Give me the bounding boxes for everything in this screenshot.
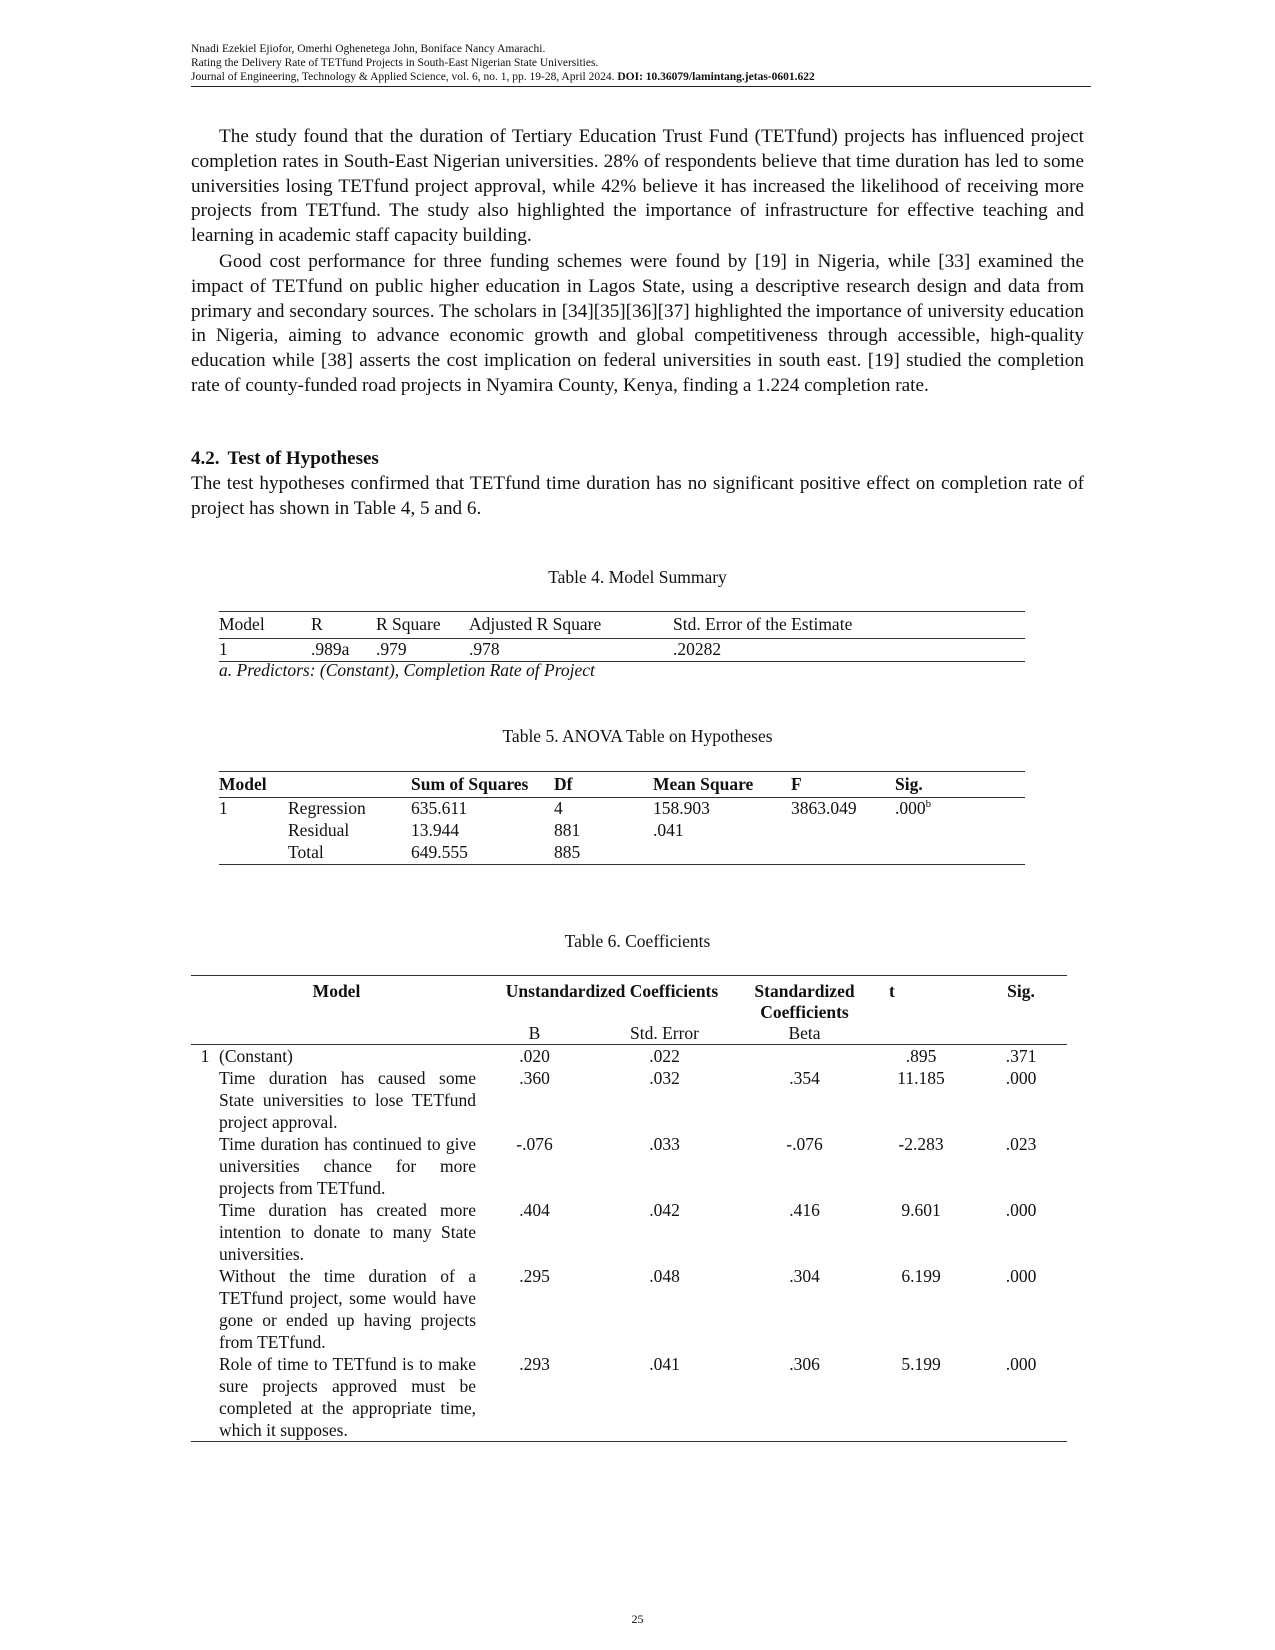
table-cell: 881 (554, 820, 581, 840)
header-cell: Model (219, 612, 311, 639)
table4-model-summary (219, 611, 1025, 662)
table-header-row (219, 772, 1025, 798)
table-cell: .895 (905, 1046, 937, 1066)
table-cell: .000 (1005, 1266, 1037, 1286)
table-cell: 158.903 (653, 798, 710, 818)
table-cell (791, 842, 895, 865)
header-cell (219, 1023, 482, 1045)
header-cell (191, 1023, 219, 1045)
table-cell: .000 (1005, 1068, 1037, 1088)
header-cell: Sig. (975, 976, 1067, 1024)
table-cell (191, 1353, 219, 1442)
header-cell: Unstandardized Coefficients (482, 976, 742, 1024)
paragraph-2-text: Good cost performance for three funding schemes were found by [19] in Nigeria, while [33] examined the impact of TETfund on public higher education in Lagos State, using a descriptive research design and data from primary and secondary sources. The scholars in [34][35][36][37] highlighted the importance of university education in Nigeria, aiming to advance economic growth and global competitiveness through accessible, high-quality education while [38] asserts the cost implication on federal universities in south east. [19] studied the completion rate of county-funded road projects in Nyamira County, Kenya, finding a 1.224 completion rate. (191, 251, 1084, 396)
header-cell: t (867, 976, 975, 1024)
table-row (219, 820, 1025, 842)
table-cell (191, 1199, 219, 1265)
header-cell: Adjusted R Square (469, 612, 673, 639)
header-cell: Std. Error (587, 1023, 742, 1045)
table-cell: .304 (789, 1266, 820, 1286)
table-row (191, 1045, 1067, 1068)
table-cell: 1 (200, 1046, 210, 1066)
header-cell: F (791, 772, 895, 798)
header-cell: R Square (376, 612, 469, 639)
table-cell: Residual (288, 820, 350, 840)
superscript: b (925, 798, 932, 811)
header-cell: Model (219, 772, 288, 798)
table-cell: Time duration has created more intention to donate to many State universities. (219, 1200, 476, 1264)
table-cell: .293 (482, 1353, 587, 1442)
table-row (191, 1199, 1067, 1265)
table-cell (219, 842, 288, 865)
section-title: Test of Hypotheses (227, 448, 379, 469)
table-cell (191, 1133, 219, 1199)
table-cell: .022 (649, 1046, 680, 1066)
sig-value: .000 (895, 798, 926, 818)
table-cell: .979 (376, 639, 469, 662)
header-cell: Mean Square (653, 772, 791, 798)
header-cell: Standardized Coefficients (742, 976, 867, 1024)
header-authors: Nnadi Ezekiel Ejiofor, Omerhi Oghenetega John, Boniface Nancy Amarachi. (191, 43, 546, 55)
table-cell: -.076 (786, 1134, 823, 1154)
header-cell: Sig. (895, 772, 1025, 798)
table6-coefficients (191, 975, 1067, 1442)
table-subheader-row (191, 1023, 1067, 1045)
paragraph-3-text: The test hypotheses confirmed that TETfund time duration has no significant positive effect on completion rate of project has shown in Table 4, 5 and 6. (191, 473, 1084, 519)
table4-caption: Table 4. Model Summary (548, 567, 727, 587)
table-cell: .042 (649, 1200, 680, 1220)
section-number: 4.2. (191, 448, 220, 469)
table-cell (191, 1265, 219, 1353)
table-row (219, 842, 1025, 865)
table-cell: 13.944 (411, 820, 460, 840)
table-cell: .360 (519, 1068, 550, 1088)
table-cell: .032 (649, 1068, 680, 1088)
header-cell: Df (554, 772, 653, 798)
header-cell (975, 1023, 1067, 1045)
table-cell (742, 1045, 867, 1068)
table-cell: Regression (288, 798, 366, 818)
table-cell: 885 (554, 842, 653, 865)
table-cell: 1 (219, 639, 311, 662)
table-row (191, 1133, 1067, 1199)
header-doi[interactable]: DOI: 10.36079/lamintang.jetas-0601.622 (617, 71, 815, 83)
paragraph-1-text: The study found that the duration of Tertiary Education Trust Fund (TETfund) projects has influenced project completion rates in South-East Nigerian universities. 28% of respondents believe that time duration has led to some universities losing TETfund project approval, while 42% believe it has increased the likelihood of receiving more projects from TETfund. The study also highlighted the importance of infrastructure for effective teaching and learning in academic staff capacity building. (191, 126, 1084, 247)
table-cell: -2.283 (898, 1134, 944, 1154)
table-cell: .048 (649, 1266, 680, 1286)
table-cell: 11.185 (897, 1068, 945, 1088)
header-journal-citation: Journal of Engineering, Technology & Applied Science, vol. 6, no. 1, pp. 19-28, April 2024. (191, 71, 615, 83)
table-cell: .041 (587, 1353, 742, 1442)
table-cell: .404 (519, 1200, 550, 1220)
paragraph-2 (191, 250, 1084, 399)
table-cell: 5.199 (867, 1353, 975, 1442)
header-cell: B (482, 1023, 587, 1045)
table6-caption: Table 6. Coefficients (564, 931, 711, 951)
table4-note: a. Predictors: (Constant), Completion Rate of Project (219, 660, 595, 680)
table-cell: .020 (519, 1046, 550, 1066)
table-cell: .989a (311, 639, 376, 662)
table-cell (191, 1067, 219, 1133)
table-cell (791, 820, 895, 842)
running-header (191, 42, 1091, 87)
table-cell: .416 (789, 1200, 820, 1220)
paragraph-3 (191, 472, 1084, 522)
table-cell: .354 (789, 1068, 820, 1088)
table-cell: .20282 (673, 639, 1025, 662)
table5-caption: Table 5. ANOVA Table on Hypotheses (502, 726, 773, 746)
header-title: Rating the Delivery Rate of TETfund Projects in South-East Nigerian State Universities. (191, 57, 599, 69)
table-cell: 6.199 (901, 1266, 941, 1286)
table-cell: .033 (649, 1134, 680, 1154)
table-cell: 635.611 (411, 798, 468, 818)
page-number: 25 (631, 1612, 644, 1626)
table-cell: .306 (742, 1353, 867, 1442)
table-cell: .295 (519, 1266, 550, 1286)
table-row (219, 639, 1025, 662)
table-cell (895, 820, 1025, 842)
table-row (191, 1353, 1067, 1442)
table-cell (895, 798, 1025, 821)
header-cell: Std. Error of the Estimate (673, 612, 1025, 639)
header-journal (191, 70, 1091, 84)
table-cell (219, 820, 288, 842)
table-cell: Without the time duration of a TETfund project, some would have gone or ended up having projects from TETfund. (219, 1266, 476, 1352)
table-cell: Time duration has continued to give universities chance for more projects from TETfund. (219, 1134, 476, 1198)
table-row (219, 798, 1025, 821)
table-cell: .978 (469, 639, 673, 662)
header-cell: Sum of Squares (411, 772, 554, 798)
table-header-row (191, 976, 1067, 1024)
table-cell: .000 (975, 1353, 1067, 1442)
table-cell: (Constant) (219, 1046, 293, 1066)
table-cell: .023 (1005, 1134, 1037, 1154)
table-cell: .000 (1005, 1200, 1037, 1220)
table-cell (895, 842, 1025, 865)
table5-anova (219, 771, 1025, 865)
section-heading (191, 448, 379, 470)
paragraph-1 (191, 125, 1084, 249)
table-cell: 649.555 (411, 842, 554, 865)
table-cell: 1 (219, 798, 228, 818)
table-cell: 4 (554, 798, 563, 818)
header-cell: Beta (742, 1023, 867, 1045)
header-cell (867, 1023, 975, 1045)
table-header-row (219, 612, 1025, 639)
table-cell: .041 (653, 820, 684, 840)
header-cell: Model (191, 976, 482, 1024)
table-cell: 3863.049 (791, 798, 857, 818)
table-cell: Total (288, 842, 411, 865)
header-cell: R (311, 612, 376, 639)
table-row (191, 1067, 1067, 1133)
table-cell: Role of time to TETfund is to make sure projects approved must be completed at the appropriate time, which it supposes. (219, 1353, 482, 1442)
table-row (191, 1265, 1067, 1353)
table-cell (653, 842, 791, 865)
table-cell: -.076 (516, 1134, 553, 1154)
table-cell: .371 (1005, 1046, 1037, 1066)
header-cell (288, 772, 411, 798)
table-cell: 9.601 (901, 1200, 941, 1220)
table-cell: Time duration has caused some State universities to lose TETfund project approval. (219, 1068, 476, 1132)
